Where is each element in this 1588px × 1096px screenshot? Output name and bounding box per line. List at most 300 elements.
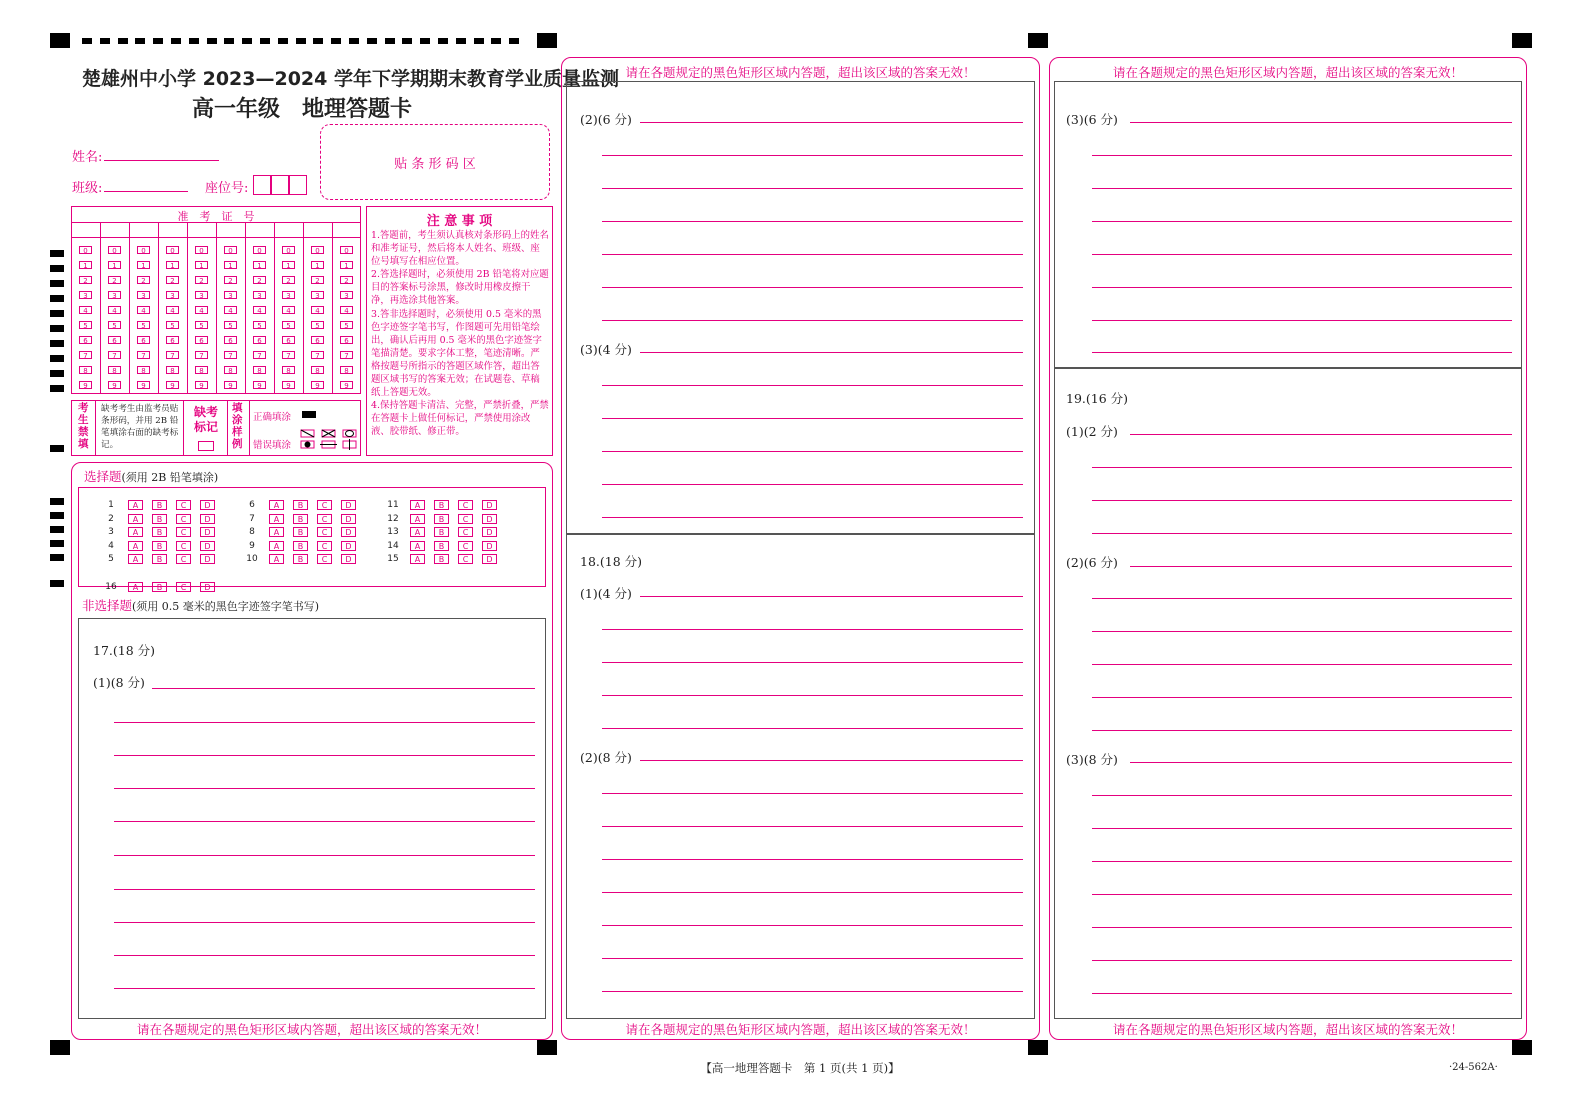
answer-line[interactable] <box>1092 598 1512 599</box>
question-number: 11 <box>387 500 399 510</box>
option-bubble[interactable]: A <box>269 554 284 564</box>
answer-line[interactable] <box>1092 927 1512 928</box>
answer-line[interactable] <box>1092 730 1512 731</box>
digit-bubble[interactable]: 5 <box>340 321 353 329</box>
timing-mark <box>242 38 252 44</box>
warning-text: 请在各题规定的黑色矩形区域内答题，超出该区域的答案无效！ <box>1112 65 1463 80</box>
timing-mark <box>50 295 64 302</box>
digit-bubble[interactable]: 0 <box>282 246 295 254</box>
digit-bubble[interactable]: 4 <box>79 306 92 314</box>
digit-bubble[interactable]: 4 <box>282 306 295 314</box>
answer-line[interactable] <box>602 629 1023 630</box>
timing-mark <box>509 38 519 44</box>
corner-mark <box>537 1040 557 1055</box>
timing-mark <box>349 38 359 44</box>
answer-line[interactable] <box>640 596 1023 597</box>
answer-line[interactable] <box>1130 122 1512 123</box>
q18-continued-box <box>1054 81 1522 368</box>
option-bubble[interactable]: A <box>410 514 425 524</box>
digit-bubble[interactable]: 9 <box>166 381 179 389</box>
option-bubble[interactable]: D <box>482 527 497 537</box>
digit-bubble[interactable]: 9 <box>79 381 92 389</box>
digit-bubble[interactable]: 6 <box>311 336 324 344</box>
question-number: 4 <box>108 540 114 551</box>
answer-line[interactable] <box>114 855 535 856</box>
digit-bubble[interactable]: 1 <box>137 261 150 269</box>
answer-line[interactable] <box>1092 631 1512 632</box>
digit-bubble[interactable]: 3 <box>282 291 295 299</box>
digit-bubble[interactable]: 5 <box>166 321 179 329</box>
option-bubble[interactable]: A <box>128 514 143 524</box>
digit-bubble[interactable]: 2 <box>340 276 353 284</box>
answer-line[interactable] <box>1092 188 1512 189</box>
digit-bubble[interactable]: 9 <box>224 381 237 389</box>
answer-line[interactable] <box>1092 320 1512 321</box>
answer-line[interactable] <box>602 484 1023 485</box>
timing-mark <box>367 38 377 44</box>
option-bubble[interactable]: B <box>152 514 167 524</box>
digit-bubble[interactable]: 9 <box>108 381 121 389</box>
digit-bubble[interactable]: 3 <box>108 291 121 299</box>
timing-mark <box>50 250 64 257</box>
timing-mark <box>456 38 466 44</box>
digit-bubble[interactable]: 0 <box>79 246 92 254</box>
timing-mark <box>50 526 64 533</box>
digit-bubble[interactable]: 5 <box>137 321 150 329</box>
notice-item: 3.答非选择题时，必须使用 0.5 毫米的黑色字迹签字笔书写，作图题可先用铅笔绘出，确认后再用 0.5 毫米的黑色字迹签字笔描清楚。要求字体工整，笔迹清晰。严格按题号所指示的答题区域作答，超出答题区域书写的答案无效；在试题卷、草稿纸上答题无效。 <box>371 308 542 399</box>
answer-line[interactable] <box>602 517 1023 518</box>
timing-mark <box>189 38 199 44</box>
digit-bubble[interactable]: 1 <box>340 261 353 269</box>
warning-text: 请在各题规定的黑色矩形区域内答题，超出该区域的答案无效！ <box>136 1022 487 1037</box>
answer-line[interactable] <box>1092 254 1512 255</box>
digit-bubble[interactable]: 8 <box>311 366 324 374</box>
digit-bubble[interactable]: 3 <box>137 291 150 299</box>
answer-line[interactable] <box>1092 861 1512 862</box>
digit-bubble[interactable]: 9 <box>282 381 295 389</box>
corner-mark <box>1512 1040 1532 1055</box>
seat-box[interactable] <box>271 175 289 195</box>
answer-line[interactable] <box>602 155 1023 156</box>
answer-line[interactable] <box>640 352 1023 353</box>
answer-line[interactable] <box>1092 467 1512 468</box>
option-bubble[interactable]: A <box>128 582 143 592</box>
sample-label: 填涂样例 <box>232 402 243 450</box>
digit-bubble[interactable]: 7 <box>108 351 121 359</box>
answer-line[interactable] <box>1092 664 1512 665</box>
digit-bubble[interactable]: 1 <box>166 261 179 269</box>
answer-line[interactable] <box>640 122 1023 123</box>
digit-bubble[interactable]: 6 <box>108 336 121 344</box>
digit-bubble[interactable]: 4 <box>195 306 208 314</box>
digit-bubble[interactable]: 1 <box>253 261 266 269</box>
digit-bubble[interactable]: 3 <box>224 291 237 299</box>
answer-line[interactable] <box>602 925 1023 926</box>
digit-bubble[interactable]: 9 <box>311 381 324 389</box>
answer-line[interactable] <box>1092 155 1512 156</box>
option-bubble[interactable]: A <box>128 527 143 537</box>
option-bubble[interactable]: A <box>269 541 284 551</box>
digit-bubble[interactable]: 2 <box>224 276 237 284</box>
barcode-label: 贴 条 形 码 区 <box>394 157 476 172</box>
option-bubble[interactable]: A <box>410 554 425 564</box>
digit-bubble[interactable]: 3 <box>311 291 324 299</box>
digit-bubble[interactable]: 5 <box>79 321 92 329</box>
answer-line[interactable] <box>602 320 1023 321</box>
answer-line[interactable] <box>602 991 1023 992</box>
timing-mark <box>50 498 64 505</box>
digit-bubble[interactable]: 1 <box>195 261 208 269</box>
option-bubble[interactable]: D <box>200 514 215 524</box>
digit-bubble[interactable]: 5 <box>224 321 237 329</box>
timing-mark <box>224 38 234 44</box>
grid-line <box>274 222 275 394</box>
corner-mark <box>1512 33 1532 48</box>
digit-bubble[interactable]: 7 <box>137 351 150 359</box>
option-bubble[interactable]: A <box>410 527 425 537</box>
option-bubble[interactable]: D <box>341 554 356 564</box>
answer-line[interactable] <box>602 958 1023 959</box>
seat-label: 座位号: <box>205 181 249 196</box>
answer-line[interactable] <box>1092 287 1512 288</box>
answer-line[interactable] <box>602 695 1023 696</box>
option-bubble[interactable]: B <box>293 527 308 537</box>
digit-bubble[interactable]: 0 <box>108 246 121 254</box>
timing-mark <box>135 38 145 44</box>
answer-line[interactable] <box>1092 533 1512 534</box>
option-bubble[interactable]: D <box>200 554 215 564</box>
answer-line[interactable] <box>602 892 1023 893</box>
answer-line[interactable] <box>602 221 1023 222</box>
digit-bubble[interactable]: 2 <box>311 276 324 284</box>
option-bubble[interactable]: D <box>341 541 356 551</box>
q17-part2-label: (2)(6 分) <box>580 112 632 127</box>
digit-bubble[interactable]: 7 <box>340 351 353 359</box>
option-bubble[interactable]: A <box>410 541 425 551</box>
digit-bubble[interactable]: 7 <box>195 351 208 359</box>
timing-mark <box>420 38 430 44</box>
grid-line <box>183 400 184 456</box>
option-bubble[interactable]: B <box>152 554 167 564</box>
answer-line[interactable] <box>1130 434 1512 435</box>
digit-bubble[interactable]: 2 <box>79 276 92 284</box>
exam-id-title: 准 考 证 号 <box>177 210 255 223</box>
digit-bubble[interactable]: 1 <box>224 261 237 269</box>
option-bubble[interactable]: C <box>176 582 191 592</box>
name-field[interactable] <box>104 160 219 161</box>
option-bubble[interactable]: B <box>434 527 449 537</box>
digit-bubble[interactable]: 4 <box>224 306 237 314</box>
digit-bubble[interactable]: 7 <box>79 351 92 359</box>
answer-line[interactable] <box>1092 500 1512 501</box>
answer-line[interactable] <box>114 988 535 989</box>
class-field[interactable] <box>104 191 188 192</box>
digit-bubble[interactable]: 0 <box>195 246 208 254</box>
timing-mark <box>50 370 64 377</box>
answer-line[interactable] <box>114 788 535 789</box>
answer-line[interactable] <box>602 451 1023 452</box>
question-number: 2 <box>108 513 114 524</box>
option-bubble[interactable]: D <box>482 554 497 564</box>
digit-bubble[interactable]: 5 <box>282 321 295 329</box>
card-title: 高一年级 地理答题卡 <box>192 97 413 122</box>
option-bubble[interactable]: B <box>293 554 308 564</box>
digit-bubble[interactable]: 1 <box>282 261 295 269</box>
timing-mark <box>50 554 64 561</box>
option-bubble[interactable]: A <box>128 541 143 551</box>
digit-bubble[interactable]: 3 <box>166 291 179 299</box>
option-bubble[interactable]: D <box>482 514 497 524</box>
digit-bubble[interactable]: 5 <box>108 321 121 329</box>
answer-line[interactable] <box>602 418 1023 419</box>
digit-bubble[interactable]: 6 <box>195 336 208 344</box>
option-bubble[interactable]: A <box>128 554 143 564</box>
answer-line[interactable] <box>602 859 1023 860</box>
digit-bubble[interactable]: 0 <box>311 246 324 254</box>
option-bubble[interactable]: D <box>200 500 215 510</box>
option-bubble[interactable]: C <box>176 541 191 551</box>
option-bubble[interactable]: C <box>458 554 473 564</box>
option-bubble[interactable]: A <box>269 527 284 537</box>
timing-mark <box>491 38 501 44</box>
digit-bubble[interactable]: 8 <box>282 366 295 374</box>
answer-line[interactable] <box>1130 762 1512 763</box>
option-bubble[interactable]: A <box>410 500 425 510</box>
option-bubble[interactable]: B <box>434 541 449 551</box>
option-bubble[interactable]: D <box>482 541 497 551</box>
digit-bubble[interactable]: 8 <box>195 366 208 374</box>
answer-line[interactable] <box>114 821 535 822</box>
option-bubble[interactable]: D <box>341 514 356 524</box>
question-number: 10 <box>246 554 258 564</box>
option-bubble[interactable]: A <box>128 500 143 510</box>
q17-continued-box <box>566 81 1035 534</box>
digit-bubble[interactable]: 4 <box>340 306 353 314</box>
option-bubble[interactable]: D <box>482 500 497 510</box>
digit-bubble[interactable]: 7 <box>166 351 179 359</box>
digit-bubble[interactable]: 1 <box>79 261 92 269</box>
timing-mark <box>118 38 128 44</box>
digit-bubble[interactable]: 1 <box>108 261 121 269</box>
timing-mark <box>438 38 448 44</box>
digit-bubble[interactable]: 6 <box>79 336 92 344</box>
nonchoice-heading <box>82 596 319 614</box>
q17-answer-box <box>78 618 546 1019</box>
answer-line[interactable] <box>602 385 1023 386</box>
digit-bubble[interactable]: 2 <box>253 276 266 284</box>
answer-line[interactable] <box>1092 993 1512 994</box>
digit-bubble[interactable]: 5 <box>253 321 266 329</box>
digit-bubble[interactable]: 5 <box>195 321 208 329</box>
answer-line[interactable] <box>602 254 1023 255</box>
answer-line[interactable] <box>114 889 535 890</box>
choice-grid <box>78 487 546 587</box>
timing-mark <box>50 580 64 587</box>
q18-part3-label: (3)(6 分) <box>1066 112 1118 127</box>
notice-item: 4.保持答题卡清洁、完整，严禁折叠，严禁在答题卡上做任何标记，严禁使用涂改液、胶带纸、修正带。 <box>371 400 549 438</box>
option-bubble[interactable]: C <box>317 554 332 564</box>
option-bubble[interactable]: C <box>176 554 191 564</box>
digit-bubble[interactable]: 5 <box>311 321 324 329</box>
corner-mark <box>1028 1040 1048 1055</box>
option-bubble[interactable]: C <box>317 500 332 510</box>
answer-line[interactable] <box>1092 697 1512 698</box>
exam-title: 楚雄州中小学 2023—2024 学年下学期期末教育学业质量监测 <box>82 68 619 90</box>
answer-line[interactable] <box>114 922 535 923</box>
digit-bubble[interactable]: 9 <box>340 381 353 389</box>
question-number: 16 <box>105 582 117 592</box>
digit-bubble[interactable]: 6 <box>166 336 179 344</box>
option-bubble[interactable]: B <box>434 554 449 564</box>
q18-title: 18.(18 分) <box>580 554 643 569</box>
digit-bubble[interactable]: 0 <box>253 246 266 254</box>
q18-part2-label: (2)(8 分) <box>580 750 632 765</box>
digit-bubble[interactable]: 4 <box>137 306 150 314</box>
digit-bubble[interactable]: 0 <box>340 246 353 254</box>
answer-line[interactable] <box>1092 894 1512 895</box>
digit-bubble[interactable]: 6 <box>137 336 150 344</box>
answer-line[interactable] <box>602 662 1023 663</box>
digit-bubble[interactable]: 3 <box>253 291 266 299</box>
answer-line[interactable] <box>602 793 1023 794</box>
seat-box[interactable] <box>253 175 271 195</box>
option-bubble[interactable]: C <box>176 500 191 510</box>
option-bubble[interactable]: C <box>458 527 473 537</box>
digit-bubble[interactable]: 8 <box>108 366 121 374</box>
warning-text: 请在各题规定的黑色矩形区域内答题，超出该区域的答案无效！ <box>625 65 976 80</box>
timing-mark <box>402 38 412 44</box>
answer-line[interactable] <box>1092 221 1512 222</box>
option-bubble[interactable]: B <box>293 514 308 524</box>
digit-bubble[interactable]: 8 <box>137 366 150 374</box>
option-bubble[interactable]: B <box>152 582 167 592</box>
digit-bubble[interactable]: 2 <box>282 276 295 284</box>
answer-line[interactable] <box>602 287 1023 288</box>
absent-mark-label: 缺考标记 <box>193 405 218 434</box>
digit-bubble[interactable]: 2 <box>108 276 121 284</box>
option-bubble[interactable]: C <box>176 514 191 524</box>
answer-line[interactable] <box>602 188 1023 189</box>
digit-bubble[interactable]: 8 <box>224 366 237 374</box>
digit-bubble[interactable]: 4 <box>166 306 179 314</box>
digit-bubble[interactable]: 7 <box>311 351 324 359</box>
digit-bubble[interactable]: 6 <box>253 336 266 344</box>
option-bubble[interactable]: A <box>269 514 284 524</box>
digit-bubble[interactable]: 0 <box>137 246 150 254</box>
answer-line[interactable] <box>152 688 535 689</box>
option-bubble[interactable]: A <box>269 500 284 510</box>
answer-line[interactable] <box>602 728 1023 729</box>
digit-bubble[interactable]: 7 <box>253 351 266 359</box>
answer-line[interactable] <box>114 755 535 756</box>
timing-mark <box>385 38 395 44</box>
digit-bubble[interactable]: 2 <box>137 276 150 284</box>
digit-bubble[interactable]: 8 <box>340 366 353 374</box>
option-bubble[interactable]: D <box>341 527 356 537</box>
option-bubble[interactable]: C <box>317 541 332 551</box>
digit-bubble[interactable]: 8 <box>79 366 92 374</box>
digit-bubble[interactable]: 7 <box>224 351 237 359</box>
digit-bubble[interactable]: 6 <box>340 336 353 344</box>
warning-text: 请在各题规定的黑色矩形区域内答题，超出该区域的答案无效！ <box>1112 1022 1463 1037</box>
answer-line[interactable] <box>1092 795 1512 796</box>
answer-line[interactable] <box>1092 828 1512 829</box>
option-bubble[interactable]: C <box>176 527 191 537</box>
option-bubble[interactable]: B <box>152 527 167 537</box>
answer-line[interactable] <box>1130 566 1512 567</box>
notice-title: 注 意 事 项 <box>426 214 493 229</box>
absent-mark-checkbox[interactable] <box>198 441 214 451</box>
option-bubble[interactable]: B <box>293 500 308 510</box>
digit-bubble[interactable]: 9 <box>195 381 208 389</box>
seat-box[interactable] <box>289 175 307 195</box>
corner-mark <box>50 1040 70 1055</box>
option-bubble[interactable]: B <box>293 541 308 551</box>
digit-bubble[interactable]: 1 <box>311 261 324 269</box>
answer-line[interactable] <box>114 955 535 956</box>
timing-mark <box>50 512 64 519</box>
q19-part1-label: (1)(2 分) <box>1066 424 1118 439</box>
answer-line[interactable] <box>640 760 1023 761</box>
option-bubble[interactable]: D <box>200 582 215 592</box>
answer-line[interactable] <box>1092 960 1512 961</box>
digit-bubble[interactable]: 2 <box>166 276 179 284</box>
question-number: 1 <box>108 500 114 510</box>
option-bubble[interactable]: D <box>200 527 215 537</box>
digit-bubble[interactable]: 6 <box>282 336 295 344</box>
q19-part3-label: (3)(8 分) <box>1066 752 1118 767</box>
digit-bubble[interactable]: 3 <box>79 291 92 299</box>
absent-side-label: 考生禁填 <box>78 402 89 450</box>
digit-bubble[interactable]: 2 <box>195 276 208 284</box>
option-bubble[interactable]: D <box>200 541 215 551</box>
digit-bubble[interactable]: 9 <box>253 381 266 389</box>
digit-bubble[interactable]: 8 <box>253 366 266 374</box>
option-bubble[interactable]: C <box>458 500 473 510</box>
answer-line[interactable] <box>602 826 1023 827</box>
option-bubble[interactable]: C <box>458 514 473 524</box>
option-bubble[interactable]: B <box>152 541 167 551</box>
grid-line <box>227 400 228 456</box>
answer-line[interactable] <box>114 722 535 723</box>
question-number: 12 <box>387 513 399 524</box>
wrong-fill-samples <box>300 428 358 452</box>
digit-bubble[interactable]: 8 <box>166 366 179 374</box>
option-bubble[interactable]: C <box>458 541 473 551</box>
digit-bubble[interactable]: 7 <box>282 351 295 359</box>
q17-title: 17.(18 分) <box>93 643 156 658</box>
digit-bubble[interactable]: 4 <box>253 306 266 314</box>
digit-bubble[interactable]: 3 <box>340 291 353 299</box>
answer-line[interactable] <box>1092 352 1512 353</box>
option-bubble[interactable]: B <box>434 500 449 510</box>
option-bubble[interactable]: C <box>317 514 332 524</box>
digit-bubble[interactable]: 3 <box>195 291 208 299</box>
digit-bubble[interactable]: 0 <box>166 246 179 254</box>
timing-mark <box>100 38 110 44</box>
digit-bubble[interactable]: 6 <box>224 336 237 344</box>
option-bubble[interactable]: C <box>317 527 332 537</box>
corner-mark <box>1028 33 1048 48</box>
digit-bubble[interactable]: 9 <box>137 381 150 389</box>
digit-bubble[interactable]: 0 <box>224 246 237 254</box>
digit-bubble[interactable]: 4 <box>108 306 121 314</box>
option-bubble[interactable]: D <box>341 500 356 510</box>
option-bubble[interactable]: B <box>434 514 449 524</box>
option-bubble[interactable]: B <box>152 500 167 510</box>
grid-line <box>187 222 188 394</box>
digit-bubble[interactable]: 4 <box>311 306 324 314</box>
